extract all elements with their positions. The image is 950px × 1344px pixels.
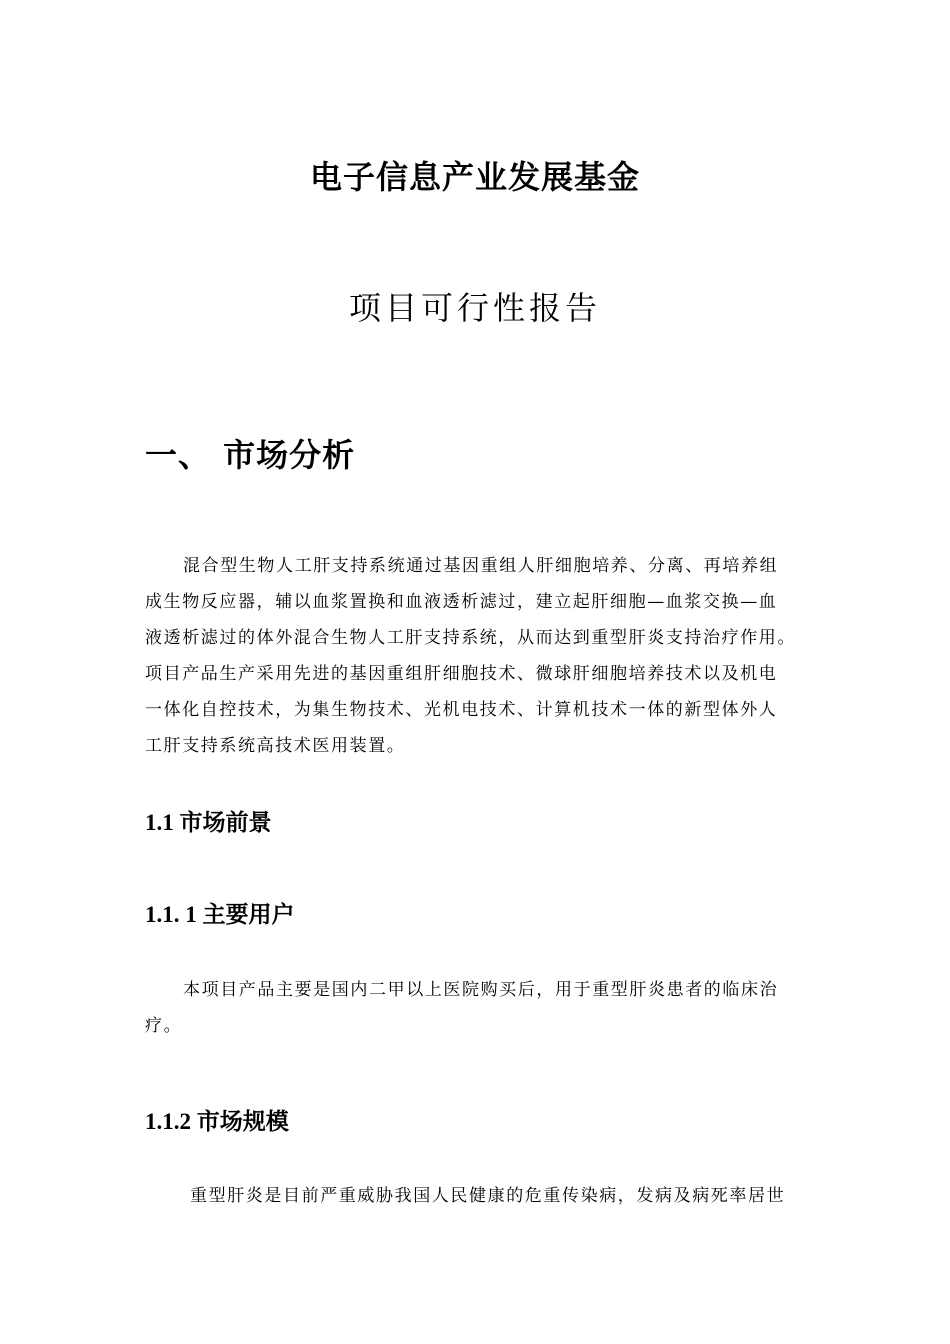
paragraph-line: 项目产品生产采用先进的基因重组肝细胞技术、微球肝细胞培养技术以及机电 — [145, 664, 778, 684]
users-paragraph — [145, 972, 810, 1044]
paragraph-line: 工肝支持系统高技术医用装置。 — [145, 736, 406, 756]
subsection-heading-main-users: 1.1. 1 主要用户 — [145, 902, 295, 927]
paragraph-line: 疗。 — [145, 1016, 183, 1036]
intro-paragraph — [145, 548, 810, 764]
scale-paragraph — [145, 1178, 810, 1214]
paragraph-line: 混合型生物人工肝支持系统通过基因重组人肝细胞培养、分离、再培养组 — [183, 556, 779, 576]
paragraph-line: 成生物反应器，辅以血浆置换和血液透析滤过，建立起肝细胞—血浆交换—血 — [145, 592, 778, 612]
document-title: 电子信息产业发展基金 — [309, 158, 640, 196]
paragraph-line: 液透析滤过的体外混合生物人工肝支持系统，从而达到重型肝炎支持治疗作用。 — [145, 628, 796, 648]
document-subtitle: 项目可行性报告 — [348, 289, 601, 327]
section-heading-market-analysis: 一、 市场分析 — [145, 436, 356, 474]
subsection-heading-market-outlook: 1.1 市场前景 — [145, 810, 272, 835]
paragraph-line: 本项目产品主要是国内二甲以上医院购买后，用于重型肝炎患者的临床治 — [183, 980, 779, 1000]
paragraph-line: 重型肝炎是目前严重威胁我国人民健康的危重传染病，发病及病死率居世 — [190, 1186, 786, 1206]
paragraph-line: 一体化自控技术，为集生物技术、光机电技术、计算机技术一体的新型体外人 — [145, 700, 778, 720]
subsection-heading-market-scale: 1.1.2 市场规模 — [145, 1109, 289, 1134]
